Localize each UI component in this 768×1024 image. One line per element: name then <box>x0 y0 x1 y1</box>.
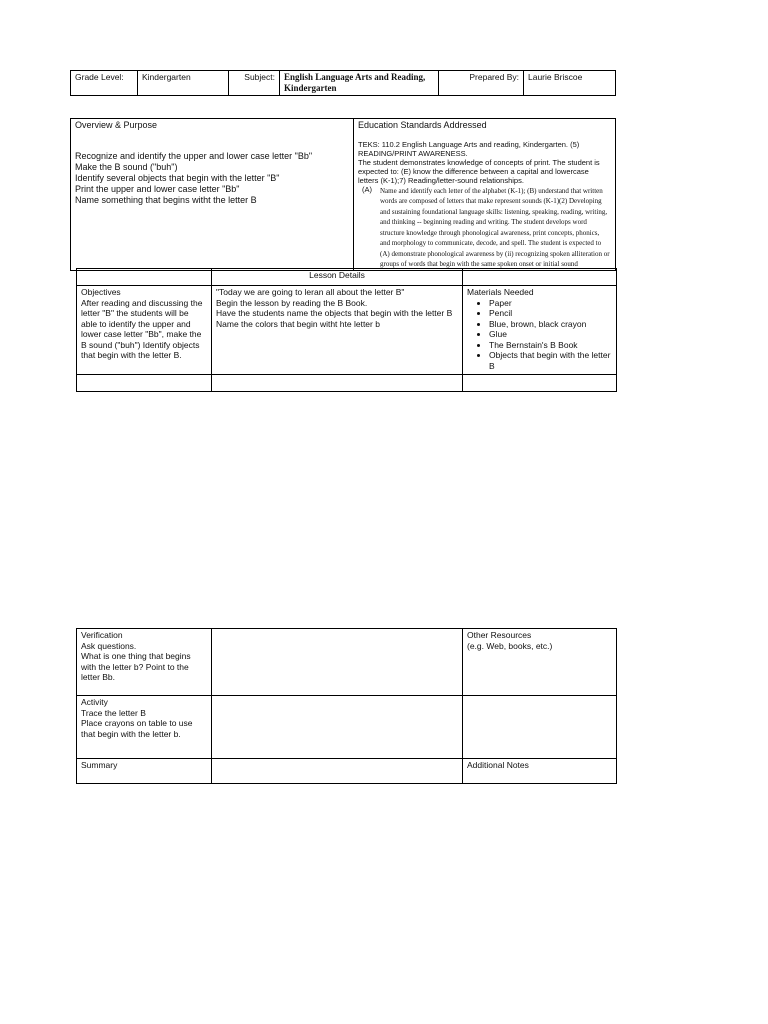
activity-cell <box>77 696 212 759</box>
standards-cell <box>354 119 616 271</box>
activity-middle-cell <box>212 696 463 759</box>
lesson-header-empty-left <box>77 269 212 286</box>
verification-cell <box>77 629 212 696</box>
summary-middle-cell <box>212 759 463 784</box>
details-line: Begin the lesson by reading the B Book. <box>216 297 368 308</box>
overview-item: Print the upper and lower case letter "Bb" <box>75 183 240 194</box>
empty-cell <box>212 375 463 392</box>
overview-item: Identify several objects that begin with the letter "B" <box>75 172 280 183</box>
empty-cell <box>463 375 617 392</box>
additional-notes-title: Additional Notes <box>467 760 529 770</box>
objectives-text: After reading and discussing the letter "B" the students will be able to identify the upper and lower case letter "Bb", make the B sound ("buh") Identify objects that begin with the letter B. <box>81 297 203 360</box>
materials-item: • Glue <box>489 329 612 340</box>
objectives-cell <box>77 286 212 375</box>
verification-line: What is one thing that begins with the letter b? Point to the letter Bb. <box>81 651 191 682</box>
lesson-header-empty-right <box>463 269 617 286</box>
other-resources-text: (e.g. Web, books, etc.) <box>467 640 553 651</box>
materials-item: • Blue, brown, black crayon <box>489 319 612 330</box>
overview-cell <box>71 119 354 271</box>
materials-title: Materials Needed <box>467 287 534 297</box>
activity-line: Trace the letter B <box>81 707 146 718</box>
additional-notes-cell <box>463 759 617 784</box>
teks-a-marker: (A) <box>362 184 372 194</box>
materials-item: • The Bernstain's B Book <box>489 340 612 351</box>
teks-body: The student demonstrates knowledge of concepts of print. The student is expected to: (E) know the difference between a capital and lowercase letters (K-1);7) Reading/letter-sound relationships. <box>358 157 600 185</box>
verification-title: Verification <box>81 630 123 640</box>
overview-table <box>70 118 616 271</box>
details-line: Name the colors that begin witht hte letter b <box>216 318 380 329</box>
teks-intro: TEKS: 110.2 English Language Arts and reading, Kindergarten. (5) READING/PRINT AWARENESS. <box>358 139 580 158</box>
standards-title: Education Standards Addressed <box>358 120 487 130</box>
subject-value: English Language Arts and Reading, Kindergarten <box>280 71 439 96</box>
summary-cell <box>77 759 212 784</box>
teks-item-a <box>358 185 611 269</box>
teks-a-text: Name and identify each letter of the alphabet (K-1); (B) understand that written words are composed of letters that make represent sounds (K-1)(2) Developing and sustaining foundational language skills: listening, speaking, reading, writing, and thinking -- beginning reading and writing. The student develops word structure knowledge through phonological awareness, print concepts, phonics, and morphology to communicate, decode, and spell. The student is expected to (A) demonstrate phonological awareness by (ii) recognizing spoken alliteration or groups of words that begin with the same spoken onset or initial sound <box>380 186 610 268</box>
overview-list <box>75 151 349 206</box>
materials-list <box>467 298 612 372</box>
lesson-details-header: Lesson Details <box>212 269 463 286</box>
overview-item: Recognize and identify the upper and lower case letter "Bb" <box>75 150 313 161</box>
subject-label: Subject: <box>229 71 280 96</box>
overview-item: Make the B sound ("buh") <box>75 161 178 172</box>
materials-item: • Objects that begin with the letter B <box>489 350 612 371</box>
other-resources-title: Other Resources <box>467 630 532 640</box>
materials-item: • Paper <box>489 298 612 309</box>
prepared-by-label: Prepared By: <box>439 71 524 96</box>
activity-right-cell <box>463 696 617 759</box>
verification-middle-cell <box>212 629 463 696</box>
lesson-details-cell <box>212 286 463 375</box>
prepared-by-value: Laurie Briscoe <box>524 71 616 96</box>
activity-line: Place crayons on table to use that begin with the letter b. <box>81 718 193 739</box>
grade-level-value: Kindergarten <box>138 71 229 96</box>
header-table <box>70 70 616 96</box>
overview-item: Name something that begins witht the letter B <box>75 194 257 205</box>
details-line: Have the students name the objects that begin with the letter B <box>216 308 453 318</box>
details-line: "Today we are going to leran all about the letter B" <box>216 287 405 297</box>
grade-level-label: Grade Level: <box>71 71 138 96</box>
verification-line: Ask questions. <box>81 640 137 651</box>
objectives-title: Objectives <box>81 287 121 297</box>
empty-cell <box>77 375 212 392</box>
materials-item: • Pencil <box>489 308 612 319</box>
materials-cell <box>463 286 617 375</box>
overview-title: Overview & Purpose <box>75 120 158 130</box>
other-resources-cell <box>463 629 617 696</box>
summary-title: Summary <box>81 760 118 770</box>
lesson-table <box>76 268 617 392</box>
activity-title: Activity <box>81 697 108 707</box>
bottom-table <box>76 628 617 784</box>
